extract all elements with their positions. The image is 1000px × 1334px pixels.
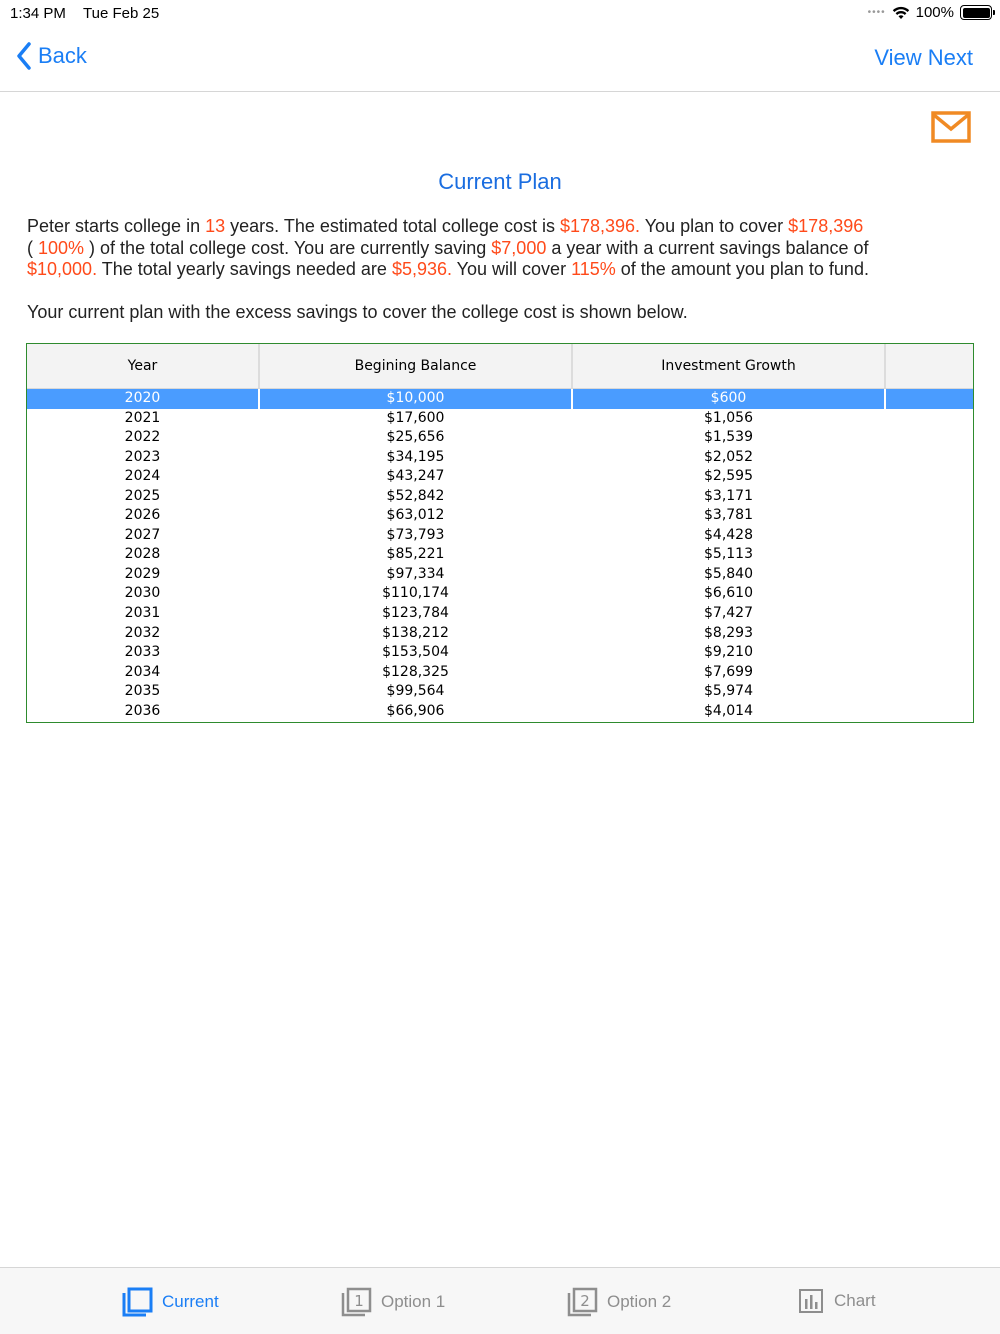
cell-beginning-balance: $128,325 [382, 663, 449, 680]
view-next-button[interactable]: View Next [874, 45, 973, 70]
tab-label: Chart [834, 1291, 876, 1310]
summary-text: years. The estimated total college cost is [225, 216, 560, 236]
tab-bar [0, 1267, 1000, 1334]
table-row[interactable] [27, 467, 973, 487]
cell-year: 2031 [124, 605, 161, 622]
balance-value: $10,000. [27, 259, 98, 279]
current-icon [122, 1287, 154, 1317]
plan-summary [27, 216, 977, 281]
tab-label: Option 2 [607, 1292, 672, 1311]
cell-year: 2020 [27, 389, 260, 409]
cell-year: 2035 [124, 683, 161, 700]
summary-text: ( [27, 237, 38, 258]
years-value: 13 [205, 216, 226, 236]
table-row[interactable] [27, 682, 973, 702]
cell-year: 2032 [124, 624, 161, 641]
tab-option-2[interactable] [567, 1287, 671, 1317]
cell-beginning-balance: $138,212 [382, 624, 449, 641]
table-row[interactable] [27, 604, 973, 624]
cell-investment-growth: $3,781 [704, 507, 753, 524]
cell-extra [886, 565, 973, 585]
cell-investment-growth: $7,699 [704, 663, 753, 680]
navigation-bar [0, 28, 1000, 92]
coverage-value: 115% [571, 259, 616, 279]
cell-year: 2022 [124, 429, 161, 446]
cell-extra [886, 584, 973, 604]
cell-investment-growth: $7,427 [704, 605, 753, 622]
wifi-icon [892, 6, 910, 20]
cell-beginning-balance: $25,656 [386, 429, 445, 446]
cell-year: 2021 [124, 409, 161, 426]
table-header [27, 344, 973, 389]
cover-percent-value: 100% [38, 237, 85, 258]
header-investment-growth: Investment Growth [573, 344, 886, 388]
table-row[interactable] [27, 487, 973, 507]
tab-chart[interactable] [798, 1287, 876, 1315]
chart-icon [798, 1287, 826, 1315]
summary-text: of the amount you plan to fund. [615, 259, 869, 279]
cell-beginning-balance: $99,564 [386, 683, 445, 700]
cover-amount-value: $178,396 [788, 216, 864, 236]
status-date: Tue Feb 25 [83, 5, 160, 22]
table-row[interactable] [27, 584, 973, 604]
cell-extra [886, 487, 973, 507]
cell-investment-growth: $4,428 [704, 526, 753, 543]
cell-beginning-balance: $123,784 [382, 605, 449, 622]
cell-investment-growth: $6,610 [704, 585, 753, 602]
cell-extra [886, 643, 973, 663]
cell-investment-growth: $5,974 [704, 683, 753, 700]
cell-investment-growth: $2,052 [704, 448, 753, 465]
back-button[interactable] [16, 42, 87, 70]
table-row[interactable] [27, 663, 973, 683]
cell-year: 2024 [124, 468, 161, 485]
email-button[interactable] [931, 111, 971, 143]
cell-beginning-balance: $153,504 [382, 644, 449, 661]
cell-year: 2025 [124, 487, 161, 504]
cell-extra [886, 604, 973, 624]
cell-beginning-balance: $97,334 [386, 565, 445, 582]
cell-beginning-balance: $73,793 [386, 526, 445, 543]
summary-text: Peter starts college in [27, 216, 206, 236]
cell-extra [886, 682, 973, 702]
cell-year: 2029 [124, 565, 161, 582]
status-time: 1:34 PM [10, 5, 66, 22]
envelope-icon [931, 111, 971, 143]
option-2-icon [567, 1287, 599, 1317]
cell-extra [886, 389, 973, 409]
back-label: Back [38, 43, 87, 68]
cell-beginning-balance: $43,247 [386, 468, 445, 485]
total-cost-value: $178,396. [559, 216, 641, 236]
needed-value: $5,936. [391, 259, 452, 279]
cell-beginning-balance: $110,174 [382, 585, 449, 602]
cell-year: 2023 [124, 448, 161, 465]
cell-investment-growth: $2,595 [704, 468, 753, 485]
battery-icon [960, 5, 992, 20]
cell-year: 2034 [124, 663, 161, 680]
tab-label: Option 1 [381, 1292, 446, 1311]
saving-value: $7,000 [491, 237, 547, 258]
signal-icon: •••• [867, 7, 886, 18]
plan-table [26, 343, 974, 723]
tab-label: Current [162, 1292, 219, 1311]
summary-text: You plan to cover [640, 216, 789, 236]
cell-beginning-balance: $66,906 [386, 702, 445, 719]
table-row[interactable] [27, 448, 973, 468]
cell-extra [886, 545, 973, 565]
svg-text:1: 1 [354, 1292, 364, 1310]
cell-extra [886, 448, 973, 468]
cell-investment-growth: $4,014 [704, 702, 753, 719]
status-indicators [868, 4, 992, 21]
table-row[interactable] [27, 702, 973, 722]
battery-percent: 100% [915, 4, 954, 21]
cell-year: 2036 [124, 702, 161, 719]
table-row[interactable] [27, 526, 973, 546]
summary-text: You will cover [452, 259, 572, 279]
cell-extra [886, 506, 973, 526]
chevron-left-icon [16, 42, 32, 70]
header-extra [886, 344, 973, 388]
cell-beginning-balance: $34,195 [386, 448, 445, 465]
cell-year: 2033 [124, 644, 161, 661]
cell-investment-growth: $5,840 [704, 565, 753, 582]
cell-investment-growth: $600 [573, 389, 886, 409]
plan-note: Your current plan with the excess savings to cover the college cost is shown below. [27, 302, 688, 322]
cell-investment-growth: $1,539 [704, 429, 753, 446]
cell-investment-growth: $1,056 [704, 409, 753, 426]
cell-year: 2028 [124, 546, 161, 563]
table-row[interactable] [27, 643, 973, 663]
status-bar [0, 0, 1000, 28]
cell-investment-growth: $9,210 [704, 644, 753, 661]
cell-beginning-balance: $17,600 [386, 409, 445, 426]
cell-beginning-balance: $10,000 [260, 389, 573, 409]
option-1-icon [341, 1287, 373, 1317]
table-row[interactable] [27, 409, 973, 429]
cell-investment-growth: $8,293 [704, 624, 753, 641]
summary-text: The total yearly savings needed are [97, 259, 392, 279]
cell-extra [886, 624, 973, 644]
cell-extra [886, 428, 973, 448]
table-row[interactable] [27, 565, 973, 585]
cell-year: 2027 [124, 526, 161, 543]
table-row[interactable] [27, 506, 973, 526]
cell-investment-growth: $3,171 [704, 487, 753, 504]
cell-extra [886, 702, 973, 722]
cell-extra [886, 663, 973, 683]
table-row[interactable] [27, 545, 973, 565]
plan-title: Current Plan [438, 169, 562, 194]
summary-text: ) of the total college cost. You are currently saving [84, 237, 492, 258]
tab-current[interactable] [122, 1287, 219, 1317]
cell-beginning-balance: $52,842 [386, 487, 445, 504]
table-row[interactable] [27, 389, 973, 409]
cell-year: 2030 [124, 585, 161, 602]
cell-year: 2026 [124, 507, 161, 524]
cell-extra [886, 467, 973, 487]
cell-beginning-balance: $63,012 [386, 507, 445, 524]
cell-beginning-balance: $85,221 [386, 546, 445, 563]
summary-text: a year with a current savings balance of [546, 237, 869, 258]
tab-option-1[interactable] [341, 1287, 445, 1317]
table-row[interactable] [27, 624, 973, 644]
header-year: Year [27, 344, 260, 388]
cell-extra [886, 526, 973, 546]
table-row[interactable] [27, 428, 973, 448]
svg-text:2: 2 [580, 1292, 590, 1310]
cell-investment-growth: $5,113 [704, 546, 753, 563]
cell-extra [886, 409, 973, 429]
table-body [27, 389, 973, 721]
header-beginning-balance: Begining Balance [260, 344, 573, 388]
